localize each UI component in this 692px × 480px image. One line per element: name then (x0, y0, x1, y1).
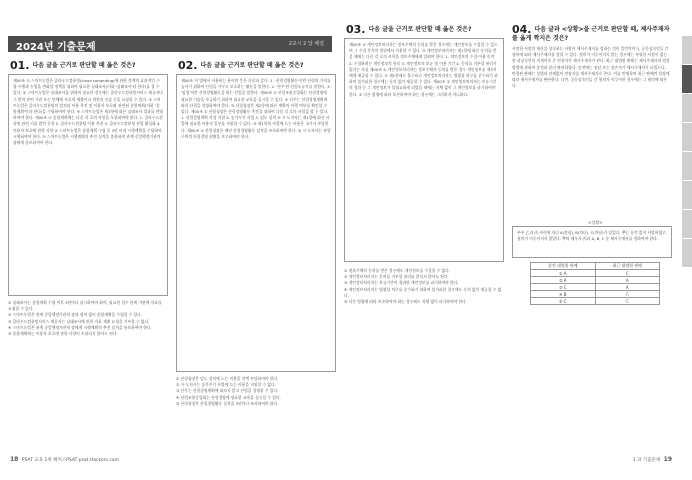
question-4-text: 다음 글과 <상황>을 근거로 판단할 때, 제사주재자를 옳게 짝지은 것은? (512, 26, 670, 42)
question-4-passage: 사망한 사람의 재산을 상속하는 사람이 제사주재자를 겸하는 것이 일반적이나, 공동상속인들 간 협의에 따라 제사주재자를 정할 수 있다. 협의가 이루어지지 않는 경우에는 특별한 사정이 없는 한 피상속인의 직계비속 중 연장자가 제사주재자가 된다. 최근 대법원 판례는 제사주재자의 결정 방법에 관하여 종전과 달리 판단하였다. 종전에는 장남 또는 장손자가 제사주재자가 되었으나, 변경된 판례는 성별과 관계없이 연장자를 제사주재자로 본다. 이를 반영하여 최근 판례의 입장에 따라 제사주재자를 판단한다. 다만, 공동상속인들 간 협의가 이루어진 경우에는 그 협의에 따른다. (512, 46, 670, 89)
page-number-left: 18 (10, 456, 19, 463)
question-3-text: 다음 글을 근거로 판단할 때 옳은 것은? (368, 26, 472, 33)
question-2-option[interactable]: ② 시·도지사는 숲가꾸기 사업에 드는 비용을 지원할 수 없다. (176, 382, 276, 388)
question-2-passage-box (176, 74, 336, 372)
table-cell: 乙 (595, 291, 660, 298)
question-1-heading (10, 59, 160, 72)
question-2-number: 02. (178, 59, 198, 72)
question-2-passage: 제00조 이 법에서 사용하는 용어의 뜻은 다음과 같다. 1. '산림경영활동'이란 산림의 가치를 높이기 위하여 산림을 가꾸고 보호하는 활동을 말한다. 2. '산주'란 산림소유자를 말한다. 3. '임업'이란 산림경영활동을 하는 산업을 말한다. 제00조 ① 산림조합중앙회는 산림경영에 필요한 기술을 보급하기 위하여 필요한 교육을 실시할 수 있다. ② 산주는 산림경영계획에 따라 산림을 경영하여야 한다. ③ 산림청장은 제2항에 따른 계획의 이행 여부를 확인할 수 있다. 제00조 ① 산림청장은 산림경영활동 촉진을 위하여 다음 각 호의 사업을 할 수 있다. 1. 산림경영계획 작성 지원 2. 숲가꾸기 사업 3. 임도 설치 ② 시·도지사는 제1항에 따른 사업에 필요한 비용의 일부를 지원할 수 있다. ③ 제1항의 사업에 드는 비용은 국가가 부담한다. 제00조 ① 산림청장은 매년 산림경영활동 실적을 조사하여야 한다. ② 시·도지사는 관할 구역의 산림경영 현황을 보고하여야 한다. (181, 78, 331, 139)
side-tab[interactable] (682, 94, 692, 122)
question-2-option[interactable]: ⑤ 산림청장은 산림경영활동 실적을 3년마다 조사하여야 한다. (176, 400, 279, 406)
table-row[interactable] (531, 298, 660, 305)
question-3-passage-box (344, 38, 504, 262)
side-tab[interactable] (682, 239, 692, 267)
section-banner (8, 36, 332, 52)
side-tab[interactable] (682, 152, 692, 180)
question-3-option[interactable]: ① 정보주체의 동의를 받은 경우에도 개인정보를 수집할 수 없다. (344, 268, 450, 273)
footer-right-text: 1 과 기출문제 (632, 458, 661, 463)
question-3-heading (346, 23, 506, 36)
side-tab[interactable] (682, 181, 692, 209)
question-1-text: 다음 글을 근거로 판단할 때 옳은 것은? (32, 62, 136, 69)
footer-left-text: PSAT 교육 1위 해커스PSAT psat.Hackers.com (21, 458, 119, 463)
question-2-option[interactable]: ④ 산림조합중앙회는 산림경영에 필요한 교육을 실시할 수 있다. (176, 394, 281, 400)
question-1-option[interactable]: ④ 스마트농업은 관계 중앙행정기관의 장에게 시행계획의 추진 실적을 통보하여야 한다. (8, 324, 152, 330)
page-number-right: 19 (663, 456, 672, 463)
table-cell: A (595, 284, 660, 291)
question-3-passage: 제00조 ① 개인정보처리자는 정보주체의 동의를 받은 경우에는 개인정보를 수집할 수 있으며 그 수집 목적의 범위에서 이용할 수 있다. ② 개인정보처리자는 제1항에 따른 동의를 받을 때에는 다음 각 호의 사항을 정보주체에게 알려야 한다. 1. 개인정보의 수집·이용 목적 2. 수집하려는 개인정보의 항목 3. 개인정보의 보유 및 이용 기간 4. 동의를 거부할 권리가 있다는 사실 제00조 ① 개인정보처리자는 정보주체의 동의를 받은 경우 개인정보를 제3자에게 제공할 수 있다. ② 제1항에도 불구하고 개인정보처리자는 법령상 의무를 준수하기 위하여 불가피한 경우에는 동의 없이 제공할 수 있다. 제00조 ① 개인정보처리자는 보유기간의 경과 등 그 개인정보가 불필요하게 되었을 때에는 지체 없이 그 개인정보를 파기하여야 한다. ② 다른 법령에 따라 보존하여야 하는 경우에는 그러하지 아니하다. (349, 42, 498, 97)
table-row[interactable] (531, 277, 660, 284)
footer-right (633, 456, 674, 463)
table-row[interactable] (531, 284, 660, 291)
table-cell: ③ C (531, 284, 596, 291)
table-cell: A (595, 277, 660, 284)
table-header: 종전 대법원 판례 (531, 263, 596, 270)
question-4-number: 04. (512, 23, 532, 36)
question-1-option[interactable]: ⑤ 종합계획에는 이용자 보호에 관한 사항이 포함되지 않아도 된다. (8, 331, 118, 337)
table-cell: C (595, 270, 660, 277)
side-tab[interactable] (682, 210, 692, 238)
table-cell: ② A (531, 277, 596, 284)
situation-title: <상황> (588, 220, 603, 225)
table-cell: ⑤ C (531, 298, 596, 305)
banner-title: 2024년 기출문제 (16, 42, 96, 53)
question-1-number: 01. (10, 59, 30, 72)
question-3-options (344, 268, 502, 305)
banner-subtitle: 2교시 2 답 해설 (288, 41, 324, 47)
side-tab[interactable] (682, 123, 692, 151)
situation-text: 부부 乙과 丙 사이에 자녀 A(장남), B(차녀), C(차남)가 있었다. 뿌는 유언 없이 사망하였고, 협의가 이루어지지 않았다. 뿌의 배우자 丙과 A, B, C 중 제사주재자를 정하여야 한다. (517, 230, 668, 242)
side-tab-active[interactable] (682, 65, 692, 93)
question-3-option[interactable]: ④ 개인정보처리자는 법령상 의무를 준수하기 위하여 불가피한 경우에도 동의 없이 제공할 수 없다. (344, 286, 502, 298)
table-cell: ① A (531, 270, 596, 277)
question-3-option[interactable]: ② 개인정보처리자는 동의를 거부할 권리를 알리지 않아도 된다. (344, 274, 449, 280)
question-2-text: 다음 글을 근거로 판단할 때 옳은 것은? (200, 62, 304, 69)
question-1-option[interactable]: ② 스마트농업은 관계 중앙행정기관의 장과 협의 없이 종합계획을 수립할 수 있다. (8, 312, 143, 318)
table-cell: 乙 (595, 298, 660, 305)
question-1-option[interactable]: ① 실태조사는 종합계획 수립 이후 3년마다 실시하여야 하며, 필요한 경우 관계 기관에 자료를 요청할 수 있다. (8, 300, 162, 312)
side-tab[interactable] (682, 36, 692, 64)
question-3-option[interactable]: ⑤ 다른 법령에 따라 보존하여야 하는 경우에도 지체 없이 파기하여야 한다. (344, 299, 468, 305)
table-row[interactable] (531, 291, 660, 298)
side-tabs (682, 36, 692, 268)
question-2-option[interactable]: ① 산림청장은 임도 설치에 드는 비용을 전액 부담하여야 한다. (176, 376, 279, 381)
question-1-passage: 제00조 ① 스마트농업은 클라우드컴퓨팅(cloud computing)에 관한 정책의 효과적인 수립·시행과 농업을 변화할 정책을 위하여 필요한 실태조사(이하 '실태조사'라 한다)를 할 수 있다. ② 스마트농업은 실태조사를 위하여 필요한 경우에는 클라우드컴퓨팅서비스 제공자나 그 밖의 관련 기관 또는 단체에 자료의 제출이나 의견의 진술 등을 요청할 수 있다. ③ 스마트농업은 클라우드컴퓨팅의 발전과 이용 촉진 및 이용자 보호와 관련된 종합계획(이하 '종합계획'이라 한다)을 수립하여야 한다. ④ 스마트농업은 제3항에 따른 실태조사 결과를 반영하여야 한다. 제00조 ① 종합계획에는 다음 각 호의 사항을 포함하여야 한다. 1. 클라우드컴퓨팅 관련 기술 발전 동향 2. 클라우드컴퓨팅 이용 촉진 3. 클라우드컴퓨팅 산업 활성화 4. 이용자 보호에 관한 사항 ② 스마트농업은 종합계획 수립 후 3년 이내 시행계획을 수립하여 시행하여야 한다. ③ 스마트농업은 시행계획의 추진 실적을 종합하여 관계 중앙행정기관의 장에게 통보하여야 한다. (13, 78, 163, 146)
table-header: 최근 대법원 판례 (595, 263, 660, 270)
question-4-heading (512, 23, 670, 43)
question-3-number: 03. (346, 23, 366, 36)
question-2-option[interactable]: ③ 산주는 산림경영계획에 따르지 않고 산림을 경영할 수 있다. (176, 388, 279, 394)
question-1-option[interactable]: ③ 클라우드컴퓨팅서비스 제공자는 실태조사에 관한 자료 제출 요청을 거부할 수 없다. (8, 318, 150, 324)
answer-table (530, 262, 660, 305)
situation-box (512, 226, 672, 258)
question-2-heading (178, 59, 338, 72)
table-cell: ④ B (531, 291, 596, 298)
footer-left (8, 456, 119, 463)
question-2-options (176, 376, 334, 407)
question-1-options (8, 300, 166, 337)
table-header-row (531, 263, 660, 270)
question-3-option[interactable]: ③ 개인정보처리자는 보유기간이 경과한 개인정보를 파기하여야 한다. (344, 280, 459, 286)
question-1-passage-box (8, 74, 168, 296)
table-row[interactable] (531, 270, 660, 277)
